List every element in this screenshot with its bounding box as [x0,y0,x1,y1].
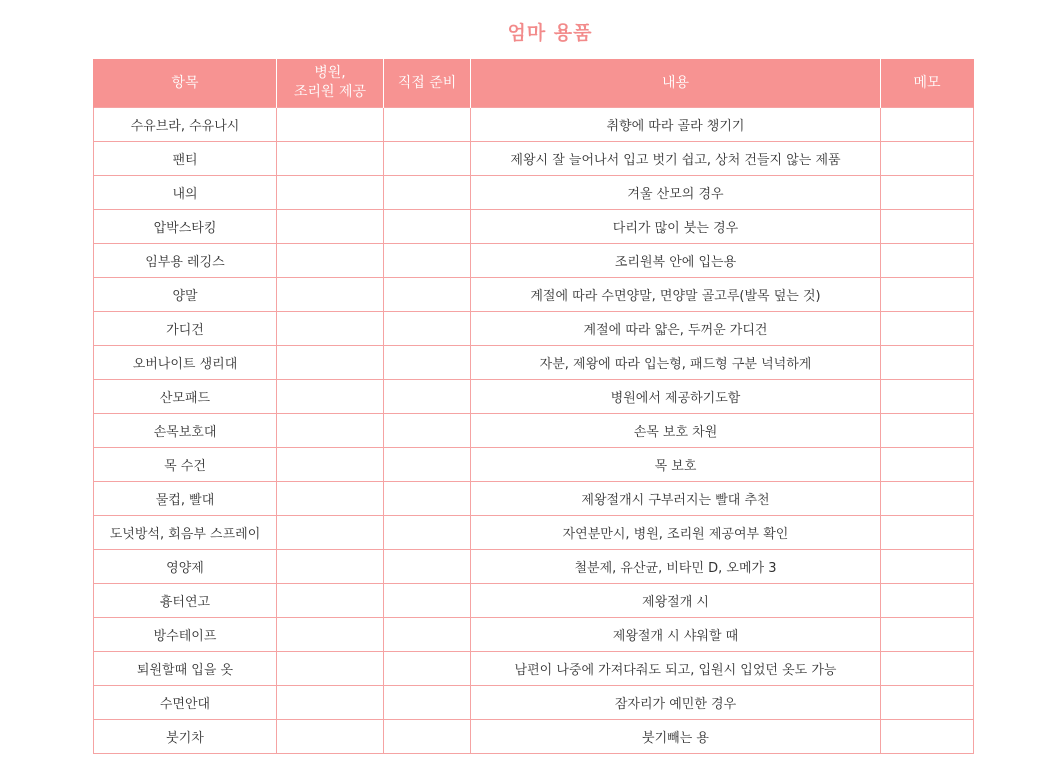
memo-cell[interactable] [881,584,974,618]
self-prep-cell[interactable] [384,516,471,550]
memo-cell[interactable] [881,176,974,210]
self-prep-cell[interactable] [384,346,471,380]
hospital-provided-cell[interactable] [277,618,384,652]
self-prep-cell[interactable] [384,108,471,142]
table-row [94,176,974,210]
memo-cell[interactable] [881,550,974,584]
item-cell: 수면안대 [94,686,277,720]
content-cell: 손목 보호 차원 [471,414,881,448]
self-prep-cell[interactable] [384,142,471,176]
memo-cell[interactable] [881,346,974,380]
hospital-provided-cell[interactable] [277,244,384,278]
checklist-table [93,59,974,754]
hospital-provided-cell[interactable] [277,516,384,550]
table-row [94,108,974,142]
self-prep-cell[interactable] [384,720,471,754]
self-prep-cell[interactable] [384,210,471,244]
item-cell: 팬티 [94,142,277,176]
self-prep-cell[interactable] [384,652,471,686]
item-cell: 수유브라, 수유나시 [94,108,277,142]
content-cell: 조리원복 안에 입는용 [471,244,881,278]
item-cell: 퇴원할때 입을 옷 [94,652,277,686]
table-header-row [94,59,974,108]
self-prep-cell[interactable] [384,278,471,312]
memo-cell[interactable] [881,244,974,278]
hospital-provided-cell[interactable] [277,720,384,754]
hospital-provided-cell[interactable] [277,584,384,618]
hospital-provided-cell[interactable] [277,550,384,584]
table-row [94,618,974,652]
content-cell: 제왕절개 시 [471,584,881,618]
hospital-provided-cell[interactable] [277,176,384,210]
header-item: 항목 [94,59,277,108]
header-content: 내용 [471,59,881,108]
table-row [94,720,974,754]
memo-cell[interactable] [881,448,974,482]
item-cell: 내의 [94,176,277,210]
hospital-provided-cell[interactable] [277,278,384,312]
hospital-provided-cell[interactable] [277,482,384,516]
self-prep-cell[interactable] [384,176,471,210]
content-cell: 자연분만시, 병원, 조리원 제공여부 확인 [471,516,881,550]
item-cell: 오버나이트 생리대 [94,346,277,380]
memo-cell[interactable] [881,312,974,346]
item-cell: 손목보호대 [94,414,277,448]
self-prep-cell[interactable] [384,686,471,720]
memo-cell[interactable] [881,108,974,142]
self-prep-cell[interactable] [384,618,471,652]
table-row [94,448,974,482]
memo-cell[interactable] [881,210,974,244]
hospital-provided-cell[interactable] [277,346,384,380]
table-row [94,652,974,686]
content-cell: 계절에 따라 수면양말, 면양말 골고루(발목 덮는 것) [471,278,881,312]
self-prep-cell[interactable] [384,380,471,414]
table-row [94,210,974,244]
memo-cell[interactable] [881,278,974,312]
memo-cell[interactable] [881,380,974,414]
table-row [94,380,974,414]
memo-cell[interactable] [881,720,974,754]
self-prep-cell[interactable] [384,584,471,618]
memo-cell[interactable] [881,142,974,176]
table-row [94,142,974,176]
hospital-provided-cell[interactable] [277,448,384,482]
memo-cell[interactable] [881,686,974,720]
hospital-provided-cell[interactable] [277,414,384,448]
memo-cell[interactable] [881,414,974,448]
content-cell: 다리가 많이 붓는 경우 [471,210,881,244]
content-cell: 계절에 따라 얇은, 두꺼운 가디건 [471,312,881,346]
hospital-provided-cell[interactable] [277,210,384,244]
content-cell: 목 보호 [471,448,881,482]
item-cell: 목 수건 [94,448,277,482]
table-row [94,278,974,312]
hospital-provided-cell[interactable] [277,142,384,176]
item-cell: 붓기차 [94,720,277,754]
header-hospital-line2: 조리원 제공 [293,84,367,100]
content-cell: 제왕절개시 구부러지는 빨대 추천 [471,482,881,516]
content-cell: 자분, 제왕에 따라 입는형, 패드형 구분 넉넉하게 [471,346,881,380]
table-row [94,686,974,720]
table-row [94,312,974,346]
item-cell: 흉터연고 [94,584,277,618]
hospital-provided-cell[interactable] [277,312,384,346]
item-cell: 방수테이프 [94,618,277,652]
hospital-provided-cell[interactable] [277,108,384,142]
page-title: 엄마 용품 [507,22,593,44]
item-cell: 도넛방석, 회음부 스프레이 [94,516,277,550]
header-self-prep: 직접 준비 [384,59,471,108]
table-row [94,584,974,618]
self-prep-cell[interactable] [384,448,471,482]
hospital-provided-cell[interactable] [277,686,384,720]
table-row [94,550,974,584]
memo-cell[interactable] [881,652,974,686]
content-cell: 병원에서 제공하기도함 [471,380,881,414]
header-memo: 메모 [881,59,974,108]
content-cell: 겨울 산모의 경우 [471,176,881,210]
item-cell: 산모패드 [94,380,277,414]
header-hospital-provided [277,59,384,108]
table-row [94,482,974,516]
content-cell: 제왕시 잘 늘어나서 입고 벗기 쉽고, 상처 건들지 않는 제품 [471,142,881,176]
item-cell: 물컵, 빨대 [94,482,277,516]
content-cell: 취향에 따라 골라 챙기기 [471,108,881,142]
self-prep-cell[interactable] [384,244,471,278]
item-cell: 압박스타킹 [94,210,277,244]
content-cell: 잠자리가 예민한 경우 [471,686,881,720]
self-prep-cell[interactable] [384,312,471,346]
memo-cell[interactable] [881,618,974,652]
header-hospital-line1: 병원, [314,65,346,81]
self-prep-cell[interactable] [384,482,471,516]
item-cell: 영양제 [94,550,277,584]
self-prep-cell[interactable] [384,414,471,448]
content-cell: 붓기빼는 용 [471,720,881,754]
self-prep-cell[interactable] [384,550,471,584]
item-cell: 양말 [94,278,277,312]
table-row [94,414,974,448]
content-cell: 철분제, 유산균, 비타민 D, 오메가 3 [471,550,881,584]
table-row [94,346,974,380]
memo-cell[interactable] [881,482,974,516]
item-cell: 가디건 [94,312,277,346]
memo-cell[interactable] [881,516,974,550]
content-cell: 제왕절개 시 샤워할 때 [471,618,881,652]
hospital-provided-cell[interactable] [277,652,384,686]
item-cell: 임부용 레깅스 [94,244,277,278]
table-row [94,244,974,278]
hospital-provided-cell[interactable] [277,380,384,414]
content-cell: 남편이 나중에 가져다줘도 되고, 입원시 입었던 옷도 가능 [471,652,881,686]
table-row [94,516,974,550]
